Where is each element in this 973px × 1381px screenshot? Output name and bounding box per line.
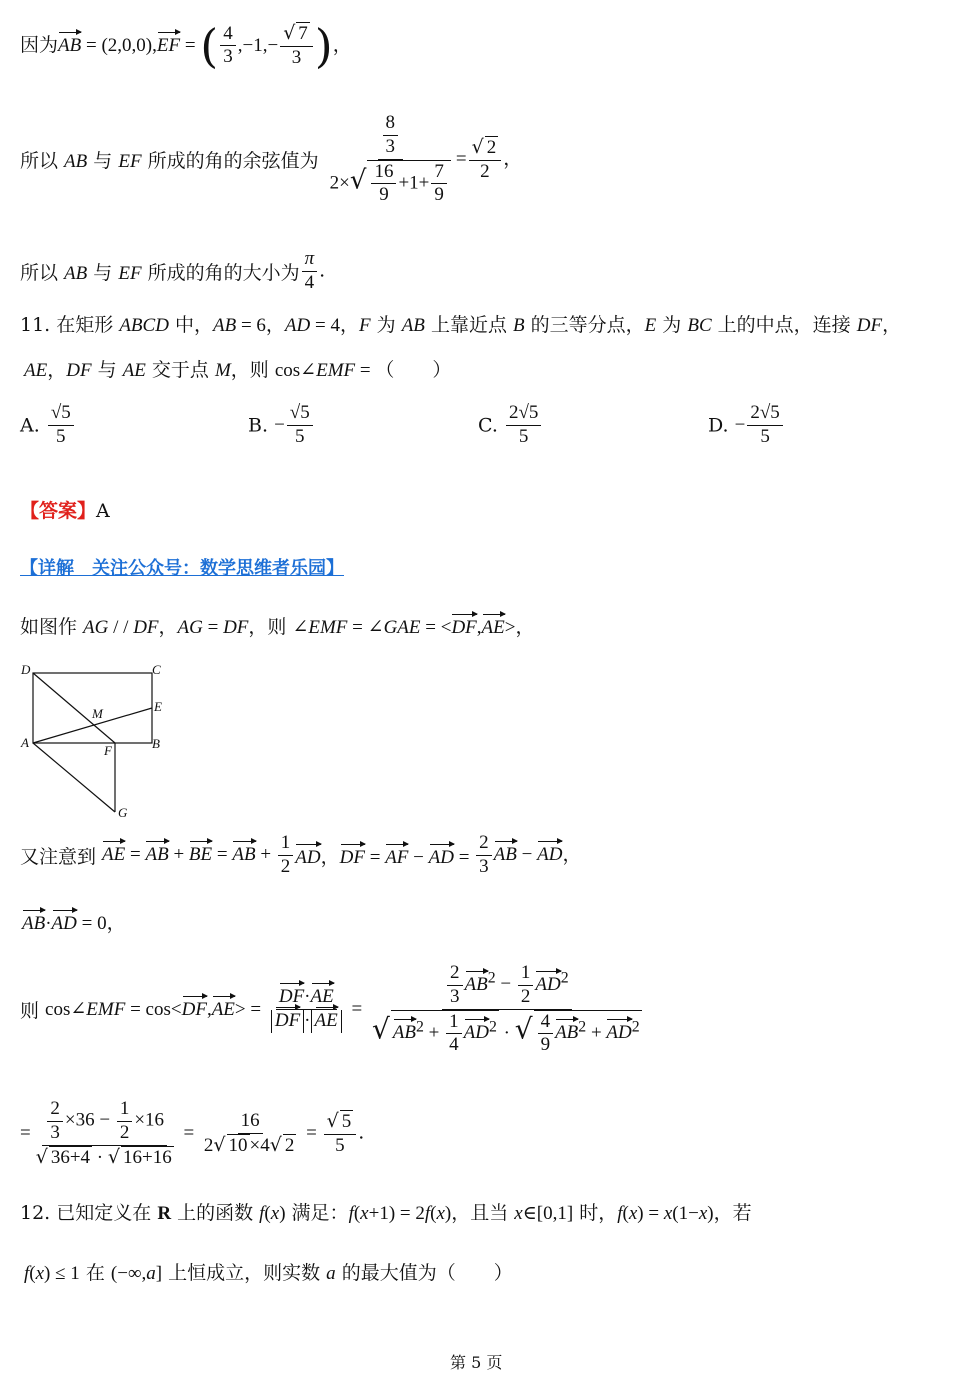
step3-line: AB·AD = 0， bbox=[22, 912, 126, 934]
answer-line bbox=[20, 496, 110, 523]
label-G: G bbox=[118, 805, 128, 820]
sol10-line1: 因为AB = (2,0,0),EF = ( $\frac{4}{3}$ ,−1,− $\frac{√ 7}{3}$ )， bbox=[20, 18, 352, 73]
q11-line1: 11. 在矩形 ABCD 中，AB = 6，AD = 4，F 为 AB 上靠近点 B 的三等分点，E 为 BC 上的中点，连接 DF， bbox=[20, 314, 902, 336]
option-d[interactable]: D. − $\frac{2√5}{5}$ bbox=[708, 402, 785, 449]
sol10-line3: 所以 AB 与 EF 所成的角的大小为 $\frac{\pi}{4}$ . bbox=[20, 248, 326, 293]
page-footer: 第 5 页 bbox=[450, 1353, 503, 1372]
geometry-figure bbox=[18, 660, 178, 822]
cos-fraction: $\frac{8}{3}$ 2×√ $\frac{16}{9}$ +1+ $\frac{7}{9}$ bbox=[327, 112, 454, 207]
step5-line: = $\frac{2}{3}$ ×36 − $\frac{1}{2}$ ×16 √ 36+4 · √ 16+16 = $\frac{16}{2√ 10 \times 4√ 2}$ = $\frac{√ 5}{5}$ . bbox=[20, 1098, 365, 1168]
option-a[interactable]: A. $\frac{√5}{5}$ bbox=[20, 402, 76, 449]
label-A: A bbox=[21, 735, 29, 750]
step2-line: 又注意到 AE = AB + BE = AB + $\frac{1}{2}$ AD，DF = AF − AD = $\frac{2}{3}$ AB − AD， bbox=[20, 832, 582, 877]
label-M: M bbox=[92, 706, 103, 721]
label-F: F bbox=[104, 743, 112, 758]
label-E: E bbox=[154, 699, 162, 714]
option-b[interactable]: B. − $\frac{√5}{5}$ bbox=[248, 402, 315, 449]
detail-header[interactable]: 【详解 关注公众号：数学思维者乐园】 bbox=[20, 558, 344, 579]
sol10-line2: 所以 AB 与 EF 所成的角的余弦值为 $\frac{8}{3}$ 2×√ $\frac{16}{9}$ +1+ $\frac{7}{9}$ = $\frac{√ 2}{2}$ ， bbox=[20, 112, 523, 206]
label-C: C bbox=[152, 662, 161, 677]
answer-value: A bbox=[96, 500, 110, 522]
label-B: B bbox=[152, 736, 160, 751]
q12-line2: f(x) ≤ 1 在 (−∞,a] 上恒成立，则实数 a 的最大值为（ ） bbox=[24, 1262, 513, 1284]
option-c[interactable]: C. $\frac{2√5}{5}$ bbox=[478, 402, 543, 449]
answer-label: 【答案】 bbox=[20, 500, 97, 522]
label-D: D bbox=[21, 662, 31, 677]
step1-line: 如图作 AG / / DF，AG = DF，则 ∠EMF = ∠GAE = <DF,AE>， bbox=[20, 616, 535, 638]
step4-line: 则 cos∠EMF = cos<DF,AE> = $\frac{DF\cdot AE}{DF \cdot AE}$ = $\frac{2}{3}$ $AB^2$ − $\frac{1}{2}$ $AD^2$ √ $AB^2$ + $\frac{1}{4}$ $AD^2$ · √ $\frac{4}{9}$ $AB^2 + AD^2$ bbox=[20, 962, 640, 1056]
q11-line2: AE，DF 与 AE 交于点 M，则 cos∠EMF = （ ） bbox=[24, 359, 452, 381]
q12-line1: 12. 已知定义在 R 上的函数 f(x) 满足：f(x+1) = 2f(x)，且当 x∈[0,1] 时，f(x) = x(1−x)，若 bbox=[20, 1202, 752, 1224]
